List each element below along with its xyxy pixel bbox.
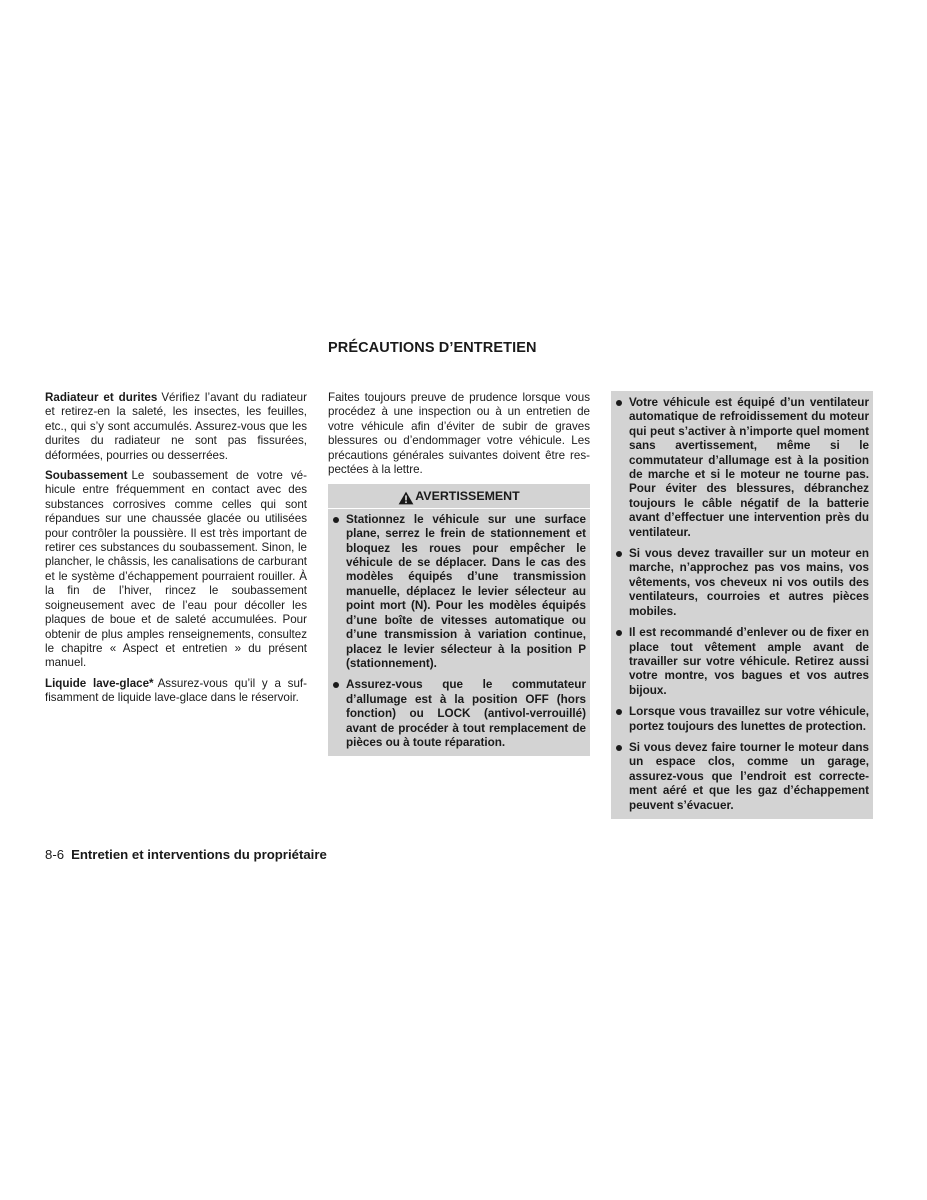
warning-item-text: Si vous devez travailler sur un moteur en marche, n’approchez pas vos mains, vos vêtements, vos cheveux ni vos outils des ventilateurs, courroies et autres pièces mobiles. <box>629 547 869 618</box>
chapter-title: Entretien et interventions du propriétaire <box>71 847 327 862</box>
paragraph-washer-fluid <box>45 677 307 706</box>
warning-box <box>328 484 590 756</box>
page-number: 8-6 <box>45 847 65 862</box>
warning-item-text: Stationnez le véhicule sur une surface plane, serrez le frein de stationnement et bloquez les roues pour empêcher le véhicule de se déplacer. Dans le cas des modèles équipés d’une transmission manuelle, déplacez le levier sélecteur au point mort (N). Pour les modèles équipés d’une boîte de vitesses automatique ou d’une transmission à variation continue, placez le levier sélecteur à la position P (stationnement). <box>346 512 586 670</box>
warning-title: AVERTISSEMENT <box>415 489 520 504</box>
bullet-dot-icon <box>333 517 339 523</box>
column-middle <box>328 391 590 756</box>
warning-item <box>332 678 586 750</box>
warning-item-text: Si vous devez faire tourner le moteur dans un espace clos, comme un garage, assurez-vous que l’endroit est correctement aéré et que les gaz d’échappement peuvent s’évacuer. <box>629 740 869 812</box>
section-title: PRÉCAUTIONS D’ENTRETIEN <box>328 340 537 356</box>
text-radiator: Vérifiez l’avant du radiateur et retirez-en la saleté, les insectes, les feuilles, etc., qui s’y sont accumulés. Assurez-vous que les durites du radiateur ne sont pas fissurées, déformées, pourries ou desserrées. <box>45 391 307 462</box>
paragraph-radiator <box>45 391 307 463</box>
warning-item <box>615 626 869 698</box>
paragraph-underbody <box>45 469 307 671</box>
warning-item-text: Lorsque vous travaillez sur votre véhicule, portez toujours des lunettes de protection. <box>629 705 869 733</box>
text-washer-fluid: Assurez-vous qu’il y a suffisamment de liquide lave-glace dans le réservoir. <box>45 676 307 705</box>
warning-item <box>615 396 869 540</box>
bullet-dot-icon <box>616 551 622 557</box>
warning-item <box>615 741 869 813</box>
warning-item <box>332 513 586 671</box>
bullet-dot-icon <box>616 709 622 715</box>
bullet-dot-icon <box>616 745 622 751</box>
intro-paragraph: Faites toujours preuve de prudence lorsque vous procédez à une inspection ou à un entretien de votre véhicule afin d’éviter de subir de graves blessures ou d’endommager votre véhicule. Les précautions générales suivantes doivent être respectées à la lettre. <box>328 391 590 477</box>
warning-item-text: Votre véhicule est équipé d’un ventilateur automatique de refroidissement du moteur qui peut s’activer à n’importe quel moment sans avertissement, même si le commutateur d’allumage est à la position de marche et si le moteur ne tourne pas. Pour éviter des blessures, débranchez toujours le câble négatif de la batterie avant d’effectuer une intervention près du ventilateur. <box>629 396 869 539</box>
warning-item-text: Il est recommandé d’enlever ou de fixer en place tout vêtement ample avant de travailler sur votre véhicule. Retirez aussi votre montre, vos bagues et vos autres bijoux. <box>629 626 869 697</box>
bullet-dot-icon <box>616 630 622 636</box>
term-underbody: Soubassement <box>45 469 128 483</box>
warning-item <box>615 705 869 734</box>
warning-list <box>332 513 586 751</box>
warning-item <box>615 547 869 619</box>
warning-list <box>615 396 869 813</box>
warning-triangle-icon <box>398 491 414 505</box>
warning-header <box>328 487 590 508</box>
warning-item-text: Assurez-vous que le commutateur d’allumage est à la position OFF (hors fonction) ou LOCK (antivol-verrouillé) avant de procéder à tout remplacement de pièces ou à toute réparation. <box>346 678 586 749</box>
bullet-dot-icon <box>333 682 339 688</box>
page-footer <box>45 847 327 862</box>
warning-box-continued <box>611 391 873 819</box>
term-radiator: Radiateur et durites <box>45 391 158 404</box>
column-right <box>611 391 873 819</box>
term-washer-fluid: Liquide lave-glace* <box>45 676 154 690</box>
bullet-dot-icon <box>616 400 622 406</box>
text-underbody: Le soubassement de votre véhicule entre fréquemment en contact avec des substances corrosives comme celles qui sont répandues sur une chaussée glacée ou utilisées pour contrôler la poussière. Il est très important de retirer ces substances du soubassement. Sinon, le plancher, le châssis, les canalisations de carburant et le système d’échappement pourraient rouiller. À la fin de l’hiver, rincez le soubassement soigneusement avec de l’eau pour décoller les plaques de boue et de saleté accumulées. Pour obtenir de plus amples renseignements, consultez le chapitre « Aspect et entretien » du présent manuel. <box>45 469 307 670</box>
column-left <box>45 391 307 712</box>
